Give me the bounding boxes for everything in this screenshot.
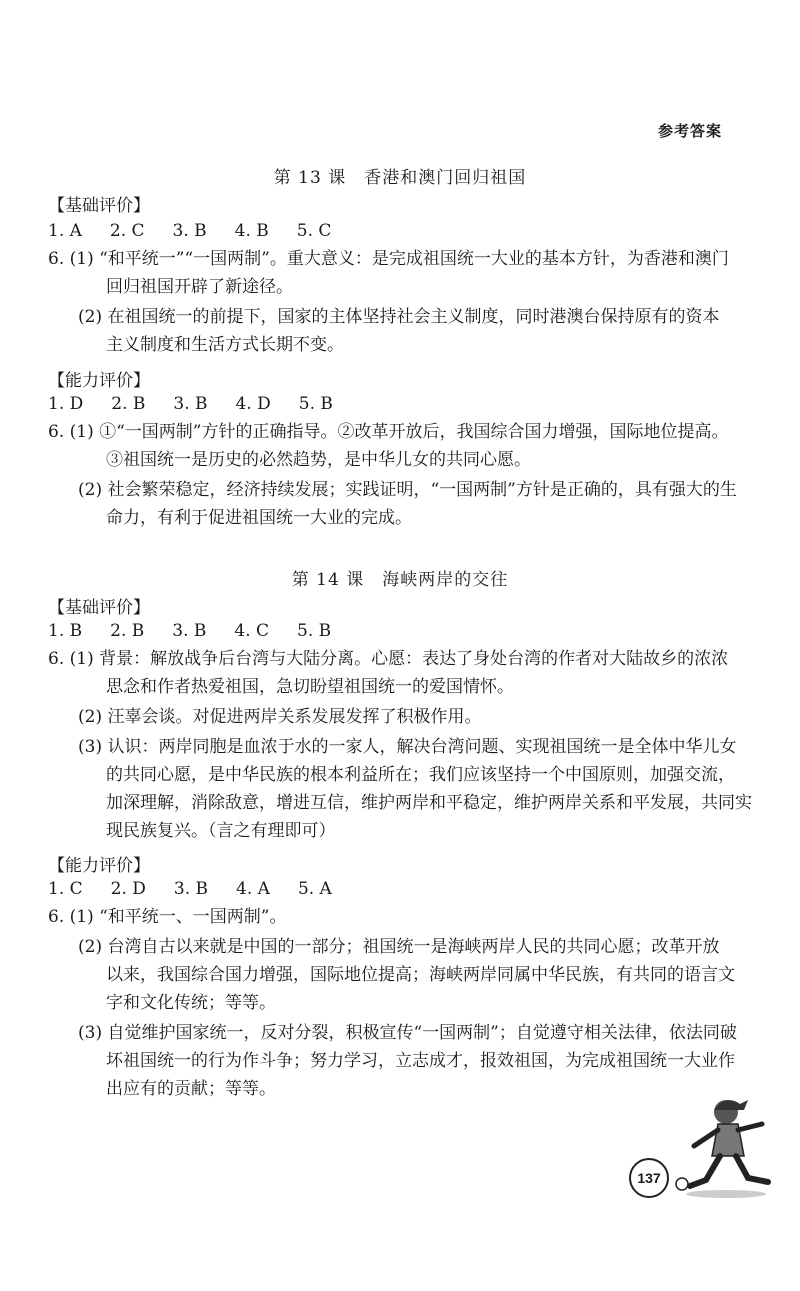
ability-eval-heading: 【能力评价】: [48, 856, 150, 876]
answer: 3. B: [172, 221, 207, 241]
answer-line: (2) 社会繁荣稳定，经济持续发展；实践证明，“一国两制”方针是正确的，具有强大的生: [78, 480, 737, 500]
answer-line: 以来，我国综合国力增强，国际地位提高；海峡两岸同属中华民族，有共同的语言文: [106, 965, 735, 985]
choice-answers: [48, 221, 359, 241]
answer-line: 主义制度和生活方式长期不变。: [106, 335, 344, 355]
answer-line: 命力，有利于促进祖国统一大业的完成。: [106, 508, 412, 528]
lesson-13-title: 第 13 课 香港和澳门回归祖国: [273, 168, 527, 188]
answer-line: 坏祖国统一的行为作斗争；努力学习，立志成才，报效祖国，为完成祖国统一大业作: [106, 1051, 735, 1071]
answer-line: 出应有的贡献；等等。: [106, 1079, 276, 1099]
choice-answers: [48, 394, 361, 414]
answer: 5. A: [297, 879, 332, 899]
answer-line: 6. (1) 背景：解放战争后台湾与大陆分离。心愿：表达了身处台湾的作者对大陆故乡的浓浓: [48, 649, 729, 669]
answer-line: 字和文化传统；等等。: [106, 993, 276, 1013]
choice-answers: [48, 621, 359, 641]
answer-line: 加深理解，消除敌意，增进互信，维护两岸和平稳定，维护两岸关系和平发展，共同实: [106, 793, 752, 813]
mascot-illustration: [668, 1090, 778, 1200]
answer-line: 现民族复兴。（言之有理即可）: [106, 821, 336, 841]
answer: 2. D: [110, 879, 146, 899]
answer: 3. B: [172, 621, 207, 641]
answer-line: (2) 汪辜会谈。对促进两岸关系发展发挥了积极作用。: [78, 707, 482, 727]
answer-line: (2) 在祖国统一的前提下，国家的主体坚持社会主义制度，同时港澳台保持原有的资本: [78, 307, 720, 327]
answer: 3. B: [173, 394, 208, 414]
choice-answers: [48, 879, 360, 899]
answer-line: 6. (1) ①“一国两制”方针的正确指导。②改革开放后，我国综合国力增强，国际地位提高。: [48, 422, 729, 442]
basic-eval-heading: 【基础评价】: [48, 196, 150, 216]
basic-eval-heading: 【基础评价】: [48, 598, 150, 618]
answer: 5. C: [296, 221, 332, 241]
answer: 2. B: [111, 394, 146, 414]
answer-line: (3) 认识：两岸同胞是血浓于水的一家人，解决台湾问题、实现祖国统一是全体中华儿女: [78, 737, 737, 757]
answer-line: 回归祖国开辟了新途径。: [106, 277, 293, 297]
answer: 1. D: [48, 394, 84, 414]
answer: 4. A: [236, 879, 270, 899]
answer-line: 6. (1) “和平统一”“一国两制”。重大意义：是完成祖国统一大业的基本方针，为香港和澳门: [48, 249, 729, 269]
answer-line: 思念和作者热爱祖国，急切盼望祖国统一的爱国情怀。: [106, 677, 514, 697]
page-number: 137: [629, 1158, 669, 1198]
answer: 5. B: [297, 621, 332, 641]
answer: 1. A: [48, 221, 82, 241]
answer-line: 的共同心愿，是中华民族的根本利益所在；我们应该坚持一个中国原则，加强交流，: [106, 765, 735, 785]
lesson-14-title: 第 14 课 海峡两岸的交往: [291, 570, 509, 590]
header-label: 参考答案: [657, 122, 722, 140]
answer: 1. B: [48, 621, 83, 641]
answer: 2. C: [109, 221, 145, 241]
answer-line: (3) 自觉维护国家统一，反对分裂，积极宣传“一国两制”；自觉遵守相关法律，依法同破: [78, 1023, 737, 1043]
answer: 5. B: [298, 394, 333, 414]
answer-line: (2) 台湾自古以来就是中国的一部分；祖国统一是海峡两岸人民的共同心愿；改革开放: [78, 937, 720, 957]
answer: 4. B: [234, 221, 269, 241]
answer-line: ③祖国统一是历史的必然趋势，是中华儿女的共同心愿。: [106, 450, 531, 470]
answer-line: 6. (1) “和平统一、一国两制”。: [48, 907, 287, 927]
ability-eval-heading: 【能力评价】: [48, 371, 150, 391]
answer: 4. C: [234, 621, 270, 641]
answer: 2. B: [110, 621, 145, 641]
answer: 4. D: [235, 394, 271, 414]
answer: 3. B: [173, 879, 209, 899]
answer: 1. C: [48, 879, 83, 899]
